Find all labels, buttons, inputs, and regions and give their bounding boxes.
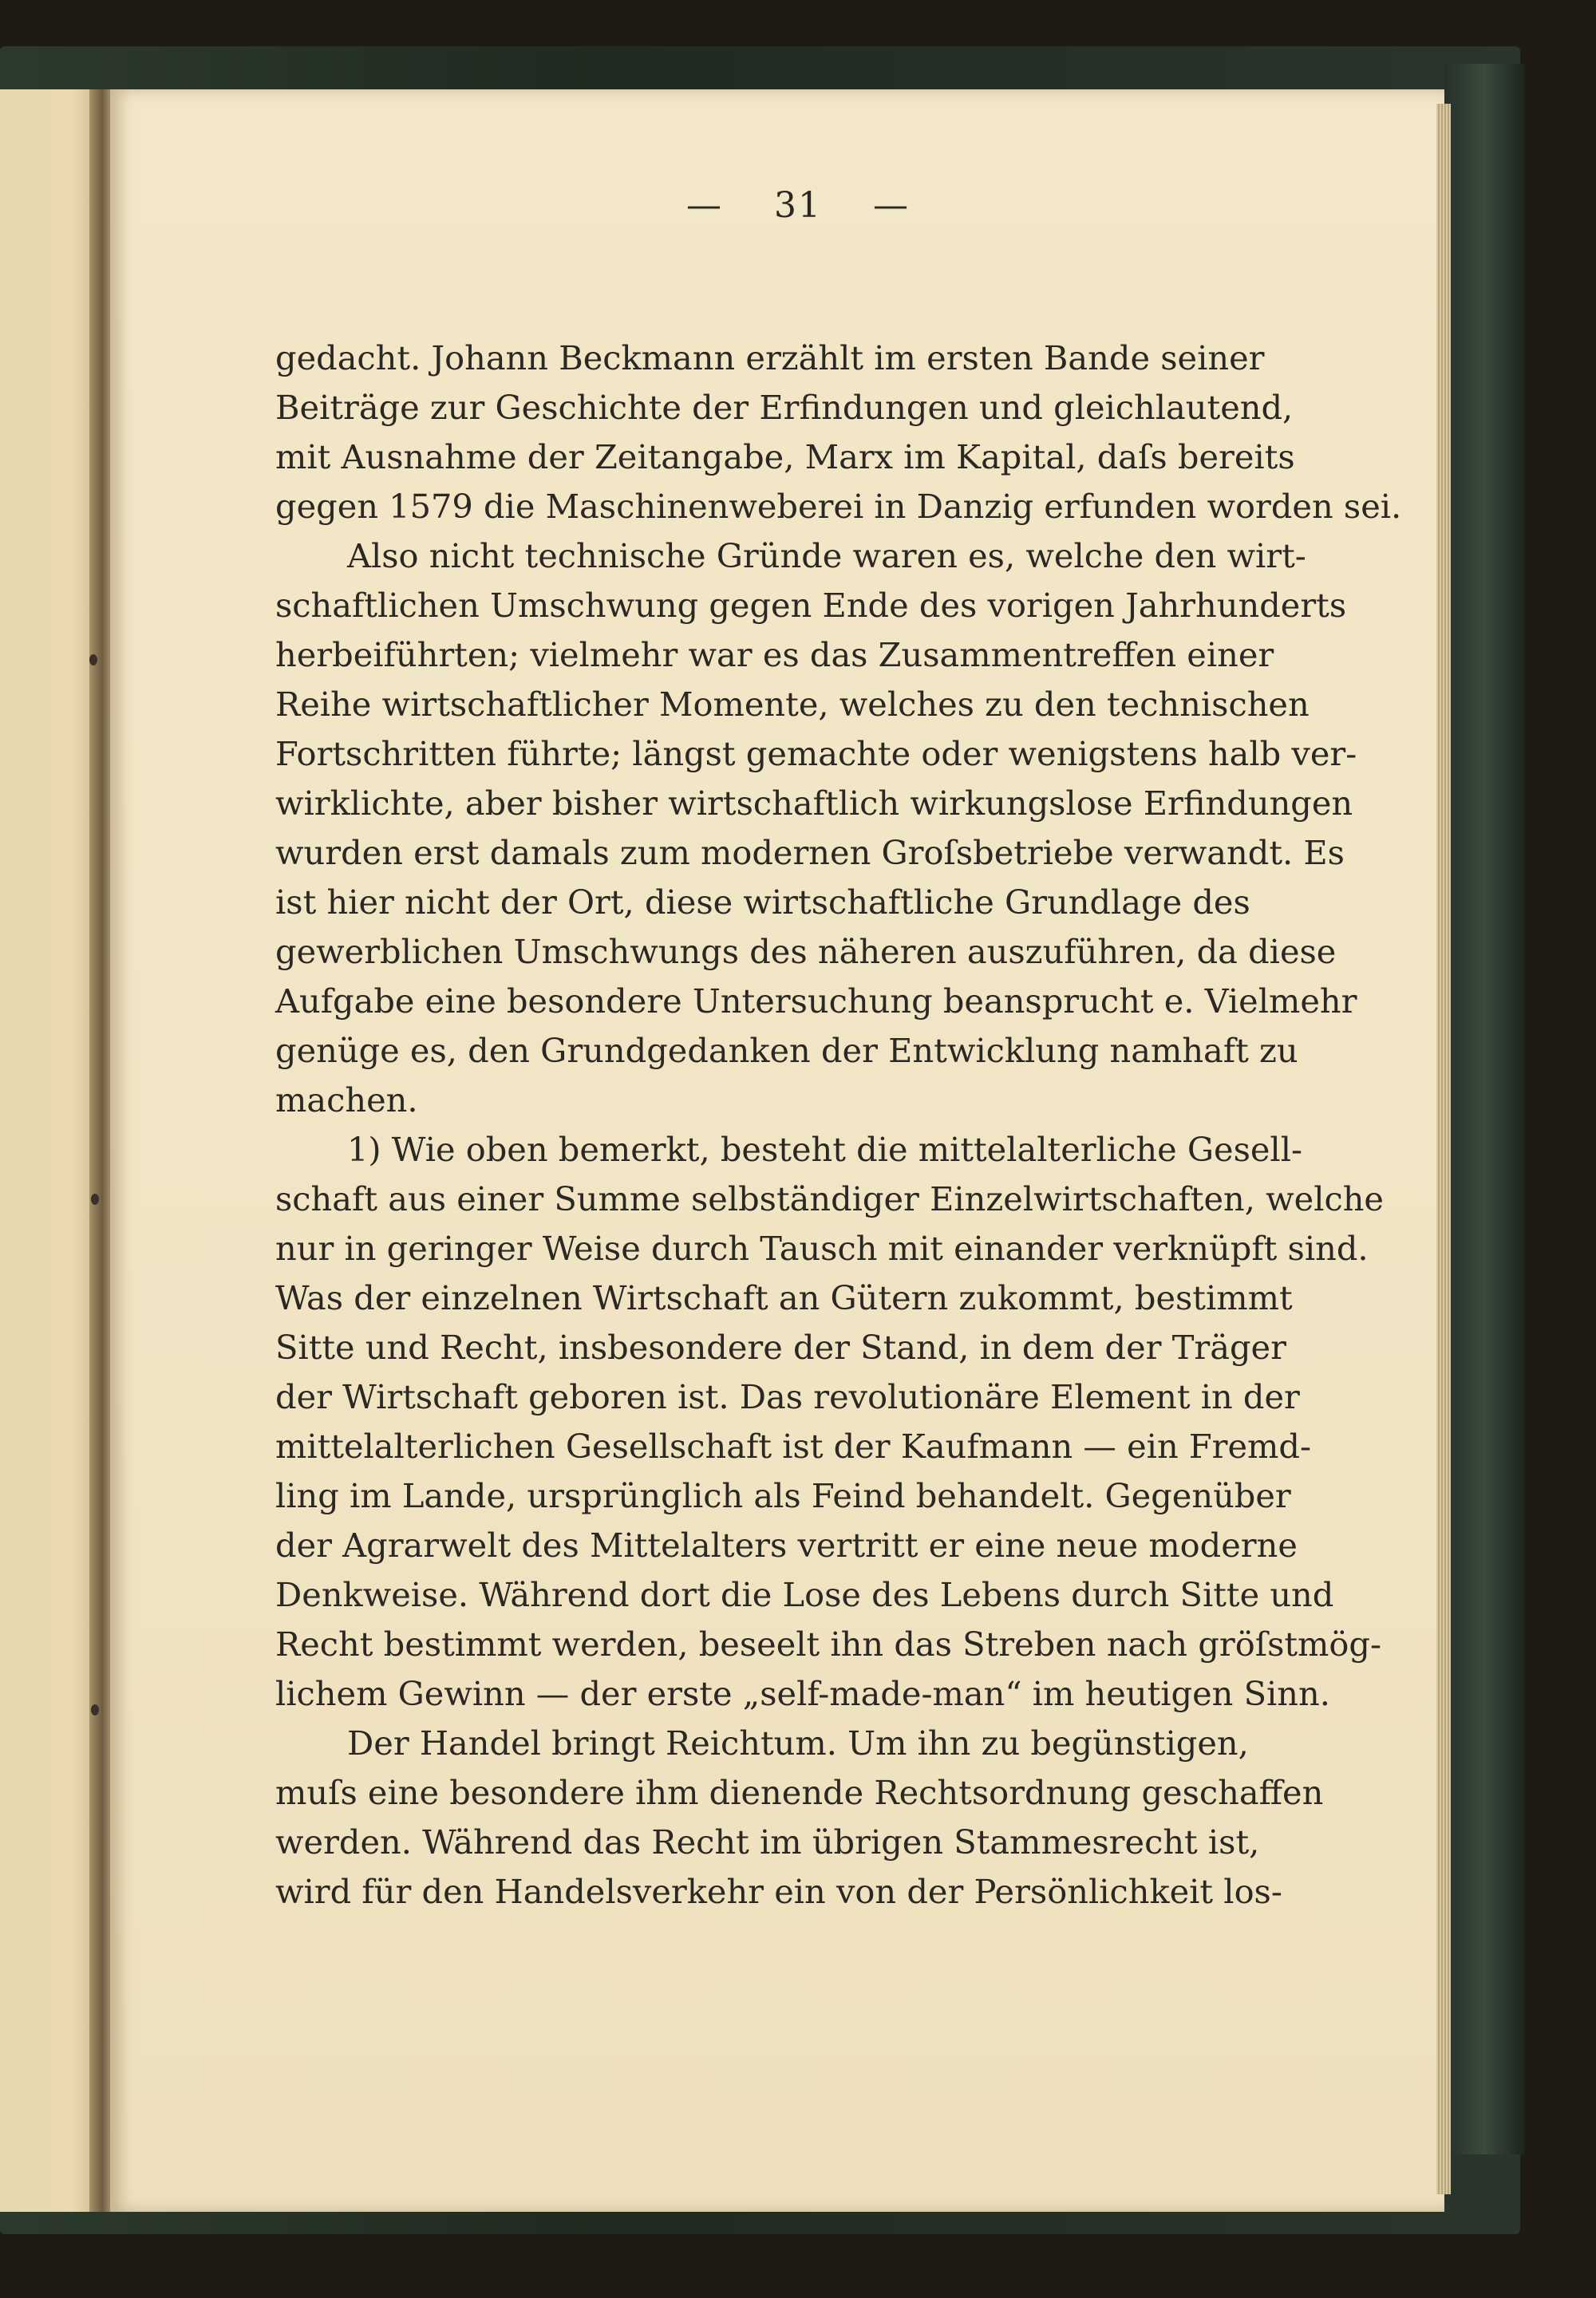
text-line: Also nicht technische Gründe waren es, welche den wirt- <box>347 536 1306 575</box>
text-line: herbeiführten; vielmehr war es das Zusammentreffen einer <box>275 635 1274 674</box>
left-page <box>0 89 104 2212</box>
text-line: mittelalterlichen Gesellschaft ist der Kaufmann — ein Fremd- <box>275 1427 1311 1466</box>
text-line: Aufgabe eine besondere Untersuchung beansprucht e. Vielmehr <box>275 981 1357 1021</box>
text-line: Der Handel bringt Reichtum. Um ihn zu begünstigen, <box>347 1724 1249 1763</box>
page-header <box>0 185 1596 226</box>
text-line: Sitte und Recht, insbesondere der Stand, in dem der Träger <box>275 1328 1286 1367</box>
text-line: genüge es, den Grundgedanken der Entwicklung namhaft zu <box>275 1031 1298 1070</box>
text-line: nur in geringer Weise durch Tausch mit einander verknüpft sind. <box>275 1229 1369 1268</box>
binding-mark <box>89 654 97 665</box>
text-line: gewerblichen Umschwungs des näheren auszuführen, da diese <box>275 932 1337 971</box>
text-line: ling im Lande, ursprünglich als Feind behandelt. Gegenüber <box>275 1476 1291 1515</box>
text-line: Fortschritten führte; längst gemachte oder wenigstens halb ver- <box>275 734 1357 773</box>
binding-mark <box>91 1704 99 1716</box>
header-dash-right: — <box>873 185 910 226</box>
body-text <box>275 334 1402 1917</box>
page-number: 31 <box>774 185 822 226</box>
text-line: werden. Während das Recht im übrigen Stammesrecht ist, <box>275 1822 1260 1862</box>
text-line: wird für den Handelsverkehr ein von der Persönlichkeit los- <box>275 1872 1282 1911</box>
text-line: gedacht. Johann Beckmann erzählt im ersten Bande seiner <box>275 338 1265 377</box>
text-line: schaft aus einer Summe selbständiger Einzelwirtschaften, welche <box>275 1179 1384 1218</box>
text-line: gegen 1579 die Maschinenweberei in Danzig erfunden worden sei. <box>275 487 1402 526</box>
text-line: Reihe wirtschaftlicher Momente, welches zu den technischen <box>275 685 1310 724</box>
text-line: muſs eine besondere ihm dienende Rechtsordnung geschaffen <box>275 1773 1324 1812</box>
text-line: wurden erst damals zum modernen Groſsbetriebe verwandt. Es <box>275 833 1345 872</box>
text-line: machen. <box>275 1080 418 1119</box>
text-line: 1) Wie oben bemerkt, besteht die mittelalterliche Gesell- <box>347 1130 1302 1169</box>
text-line: schaftlichen Umschwung gegen Ende des vorigen Jahrhunderts <box>275 586 1347 625</box>
text-line: lichem Gewinn — der erste „self-made-man“ im heutigen Sinn. <box>275 1674 1330 1713</box>
text-line: Was der einzelnen Wirtschaft an Gütern zukommt, bestimmt <box>275 1278 1293 1317</box>
text-line: Denkweise. Während dort die Lose des Lebens durch Sitte und <box>275 1575 1334 1614</box>
header-dash-left: — <box>686 185 723 226</box>
text-line: Beiträge zur Geschichte der Erfindungen und gleichlautend, <box>275 388 1294 427</box>
text-line: ist hier nicht der Ort, diese wirtschaftliche Grundlage des <box>275 882 1250 922</box>
text-line: mit Ausnahme der Zeitangabe, Marx im Kapital, daſs bereits <box>275 437 1295 476</box>
binding-mark <box>91 1194 99 1205</box>
text-line: der Wirtschaft geboren ist. Das revolutionäre Element in der <box>275 1377 1300 1416</box>
book-cover-edge <box>1444 64 1524 2154</box>
text-line: der Agrarwelt des Mittelalters vertritt er eine neue moderne <box>275 1526 1298 1565</box>
text-line: wirklichte, aber bisher wirtschaftlich wirkungslose Erfindungen <box>275 784 1353 823</box>
page-edges <box>1436 104 1451 2194</box>
text-line: Recht bestimmt werden, beseelt ihn das Streben nach gröſstmög- <box>275 1625 1381 1664</box>
